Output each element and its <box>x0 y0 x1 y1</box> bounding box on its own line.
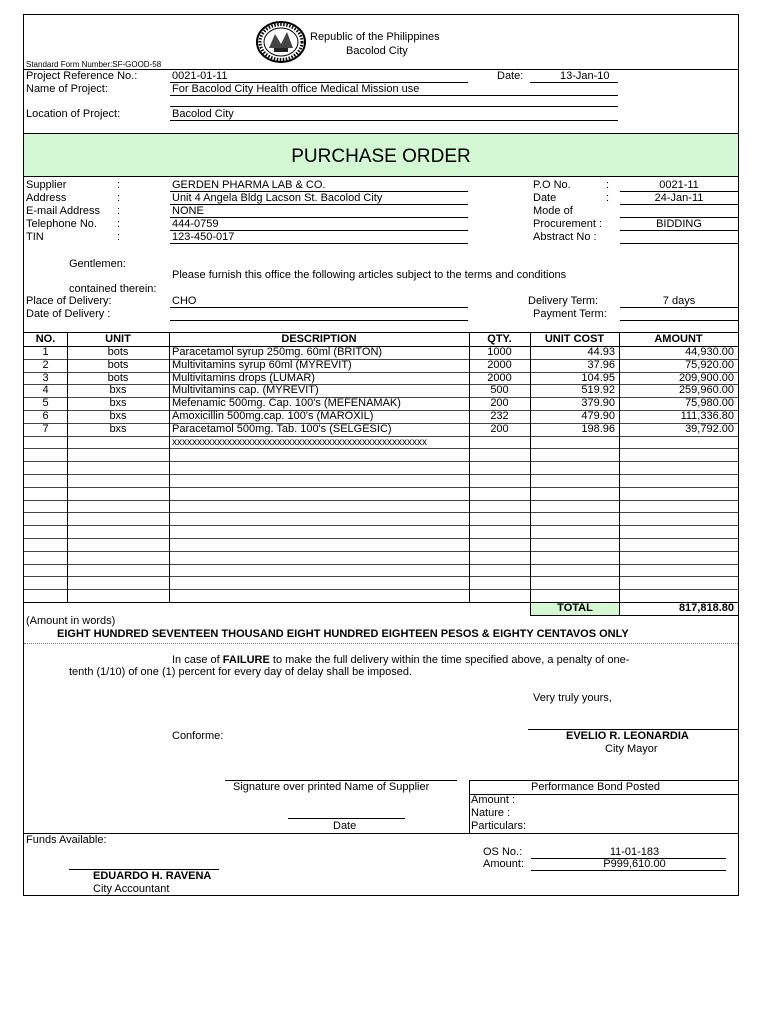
date-of-delivery-label: Date of Delivery : <box>26 308 111 320</box>
salutation: Gentlemen: <box>69 258 126 270</box>
form-number: Standard Form Number:SF-GOOD-58 <box>26 60 162 69</box>
project-name-label: Name of Project: <box>26 83 108 95</box>
cell-amount: 209,900.00 <box>678 372 734 384</box>
bond-particulars-label: Particulars: <box>471 820 527 832</box>
funds-available-label: Funds Available: <box>26 834 107 846</box>
phone-value: 444-0759 <box>172 218 219 230</box>
col-header-unit-cost: UNIT COST <box>544 333 605 345</box>
col-header-amount: AMOUNT <box>654 333 703 345</box>
bond-amount2-value: P999,610.00 <box>603 858 666 870</box>
letter-line-2: contained therein: <box>69 283 157 295</box>
bond-amount-label: Amount : <box>471 794 516 806</box>
cell-unit: bots <box>107 346 129 358</box>
title-band <box>24 133 738 177</box>
header-country: Republic of the Philippines <box>310 31 440 43</box>
header-city: Bacolod City <box>346 45 408 57</box>
delivery-term-value: 7 days <box>662 295 696 307</box>
address-label: Address <box>26 192 67 204</box>
procurement-label: Procurement : <box>533 218 603 230</box>
po-no-label: P.O No. <box>533 179 571 191</box>
cell-qty: 200 <box>490 423 509 435</box>
cell-unit-cost: 37.96 <box>587 359 615 371</box>
total-label: TOTAL <box>557 602 593 614</box>
mayor-name: EVELIO R. LEONARDIA <box>566 730 689 742</box>
accountant-title: City Accountant <box>93 883 170 895</box>
cell-amount: 111,336.80 <box>680 410 734 422</box>
cell-description: Paracetamol 500mg. Tab. 100's (SELGESIC) <box>172 423 392 435</box>
address-value: Unit 4 Angela Bldg Lacson St. Bacolod City <box>172 192 383 204</box>
delivery-term-label: Delivery Term: <box>528 295 599 307</box>
cell-no: 1 <box>42 346 49 358</box>
procurement-value: BIDDING <box>656 218 702 230</box>
accountant-name: EDUARDO H. RAVENA <box>93 870 212 882</box>
po-date-label: Date <box>533 192 557 204</box>
cell-unit-cost: 104.95 <box>581 372 615 384</box>
mode-label: Mode of <box>533 205 573 217</box>
cell-qty: 500 <box>490 384 509 396</box>
po-no-value: 0021-11 <box>659 179 699 191</box>
cell-qty: 232 <box>490 410 509 422</box>
supplier-label: Supplier <box>26 179 67 191</box>
project-location-label: Location of Project: <box>26 108 121 120</box>
cell-no: 5 <box>42 397 49 409</box>
cell-amount: 75,980.00 <box>685 397 734 409</box>
bond-amount2-label: Amount: <box>483 858 524 870</box>
cell-unit-cost: 519.92 <box>581 384 615 396</box>
cell-unit-cost: 198.96 <box>581 423 615 435</box>
mayor-title: City Mayor <box>605 743 658 755</box>
penalty-line-1: In case of FAILURE to make the full delivery within the time specified above, a penalty of one- <box>172 654 630 666</box>
phone-label: Telephone No. <box>26 218 97 230</box>
project-date-value: 13-Jan-10 <box>560 70 610 82</box>
bond-nature-label: Nature : <box>471 807 511 819</box>
city-seal-icon <box>255 20 307 64</box>
os-no-label: OS No.: <box>483 846 523 858</box>
place-of-delivery-value: CHO <box>172 295 197 307</box>
penalty-line-2: tenth (1/10) of one (1) percent for every day of delay shall be imposed. <box>69 666 413 678</box>
cell-unit-cost: 479.90 <box>581 410 615 422</box>
amount-in-words-label: (Amount in words) <box>26 615 116 627</box>
email-value: NONE <box>172 205 204 217</box>
filler-line: xxxxxxxxxxxxxxxxxxxxxxxxxxxxxxxxxxxxxxxxxxxxxxxxxxx <box>172 437 427 448</box>
cell-amount: 75,920.00 <box>685 359 734 371</box>
supplier-signature-label: Signature over printed Name of Supplier <box>233 781 430 793</box>
cell-unit: bxs <box>109 410 127 422</box>
cell-no: 6 <box>42 410 49 422</box>
col-header-qty: QTY. <box>487 333 512 345</box>
project-ref-label: Project Reference No.: <box>26 70 138 82</box>
os-no-value: 11-01-183 <box>609 846 660 858</box>
conforme-label: Conforme: <box>172 730 224 742</box>
project-name-value: For Bacolod City Health office Medical Mission use <box>172 83 420 95</box>
cell-amount: 259,960.00 <box>678 384 734 396</box>
letter-line-1: Please furnish this office the following articles subject to the terms and conditions <box>172 269 567 281</box>
cell-description: Multivitamins cap. (MYREVIT) <box>172 384 319 396</box>
amount-in-words-value: EIGHT HUNDRED SEVENTEEN THOUSAND EIGHT HUNDRED EIGHTEEN PESOS & EIGHTY CENTAVOS ONLY <box>57 628 629 640</box>
cell-description: Amoxicillin 500mg.cap. 100's (MAROXIL) <box>172 410 374 422</box>
bond-title: Performance Bond Posted <box>531 781 661 793</box>
cell-description: Multivitamins syrup 60ml (MYREVIT) <box>172 359 352 371</box>
cell-unit: bxs <box>109 384 127 396</box>
cell-description: Paracetamol syrup 250mg. 60ml (BRITON) <box>172 346 383 358</box>
cell-unit-cost: 44.93 <box>587 346 615 358</box>
col-header-description: DESCRIPTION <box>281 333 357 345</box>
tin-label: TIN <box>26 231 44 243</box>
cell-unit: bxs <box>109 423 127 435</box>
project-ref-value: 0021-01-11 <box>172 70 228 82</box>
email-label: E-mail Address <box>26 205 100 217</box>
col-header-no: NO. <box>35 333 56 345</box>
cell-qty: 200 <box>490 397 509 409</box>
project-date-label: Date: <box>497 70 524 82</box>
cell-qty: 2000 <box>487 372 512 384</box>
project-location-value: Bacolod City <box>172 108 234 120</box>
cell-unit-cost: 379.90 <box>581 397 615 409</box>
place-of-delivery-label: Place of Delivery: <box>26 295 112 307</box>
cell-amount: 39,792.00 <box>685 423 734 435</box>
tin-value: 123-450-017 <box>172 231 235 243</box>
very-truly-yours: Very truly yours, <box>533 692 612 704</box>
cell-no: 2 <box>42 359 49 371</box>
page-title: PURCHASE ORDER <box>291 146 471 167</box>
abstract-label: Abstract No : <box>533 231 597 243</box>
supplier-value: GERDEN PHARMA LAB & CO. <box>172 179 326 191</box>
cell-unit: bxs <box>109 397 127 409</box>
cell-description: Multivitamins drops (LUMAR) <box>172 372 316 384</box>
cell-no: 4 <box>42 384 49 396</box>
supplier-date-label: Date <box>333 820 357 832</box>
po-date-value: 24-Jan-11 <box>654 192 704 204</box>
cell-amount: 44,930.00 <box>685 346 734 358</box>
col-header-unit: UNIT <box>105 333 131 345</box>
total-value: 817,818.80 <box>678 602 734 614</box>
cell-no: 3 <box>42 372 49 384</box>
cell-qty: 1000 <box>487 346 512 358</box>
cell-unit: bots <box>107 372 129 384</box>
payment-term-label: Payment Term: <box>533 308 607 320</box>
cell-no: 7 <box>42 423 49 435</box>
cell-unit: bots <box>107 359 129 371</box>
cell-description: Mefenamic 500mg. Cap. 100's (MEFENAMAK) <box>172 397 401 409</box>
cell-qty: 2000 <box>487 359 512 371</box>
